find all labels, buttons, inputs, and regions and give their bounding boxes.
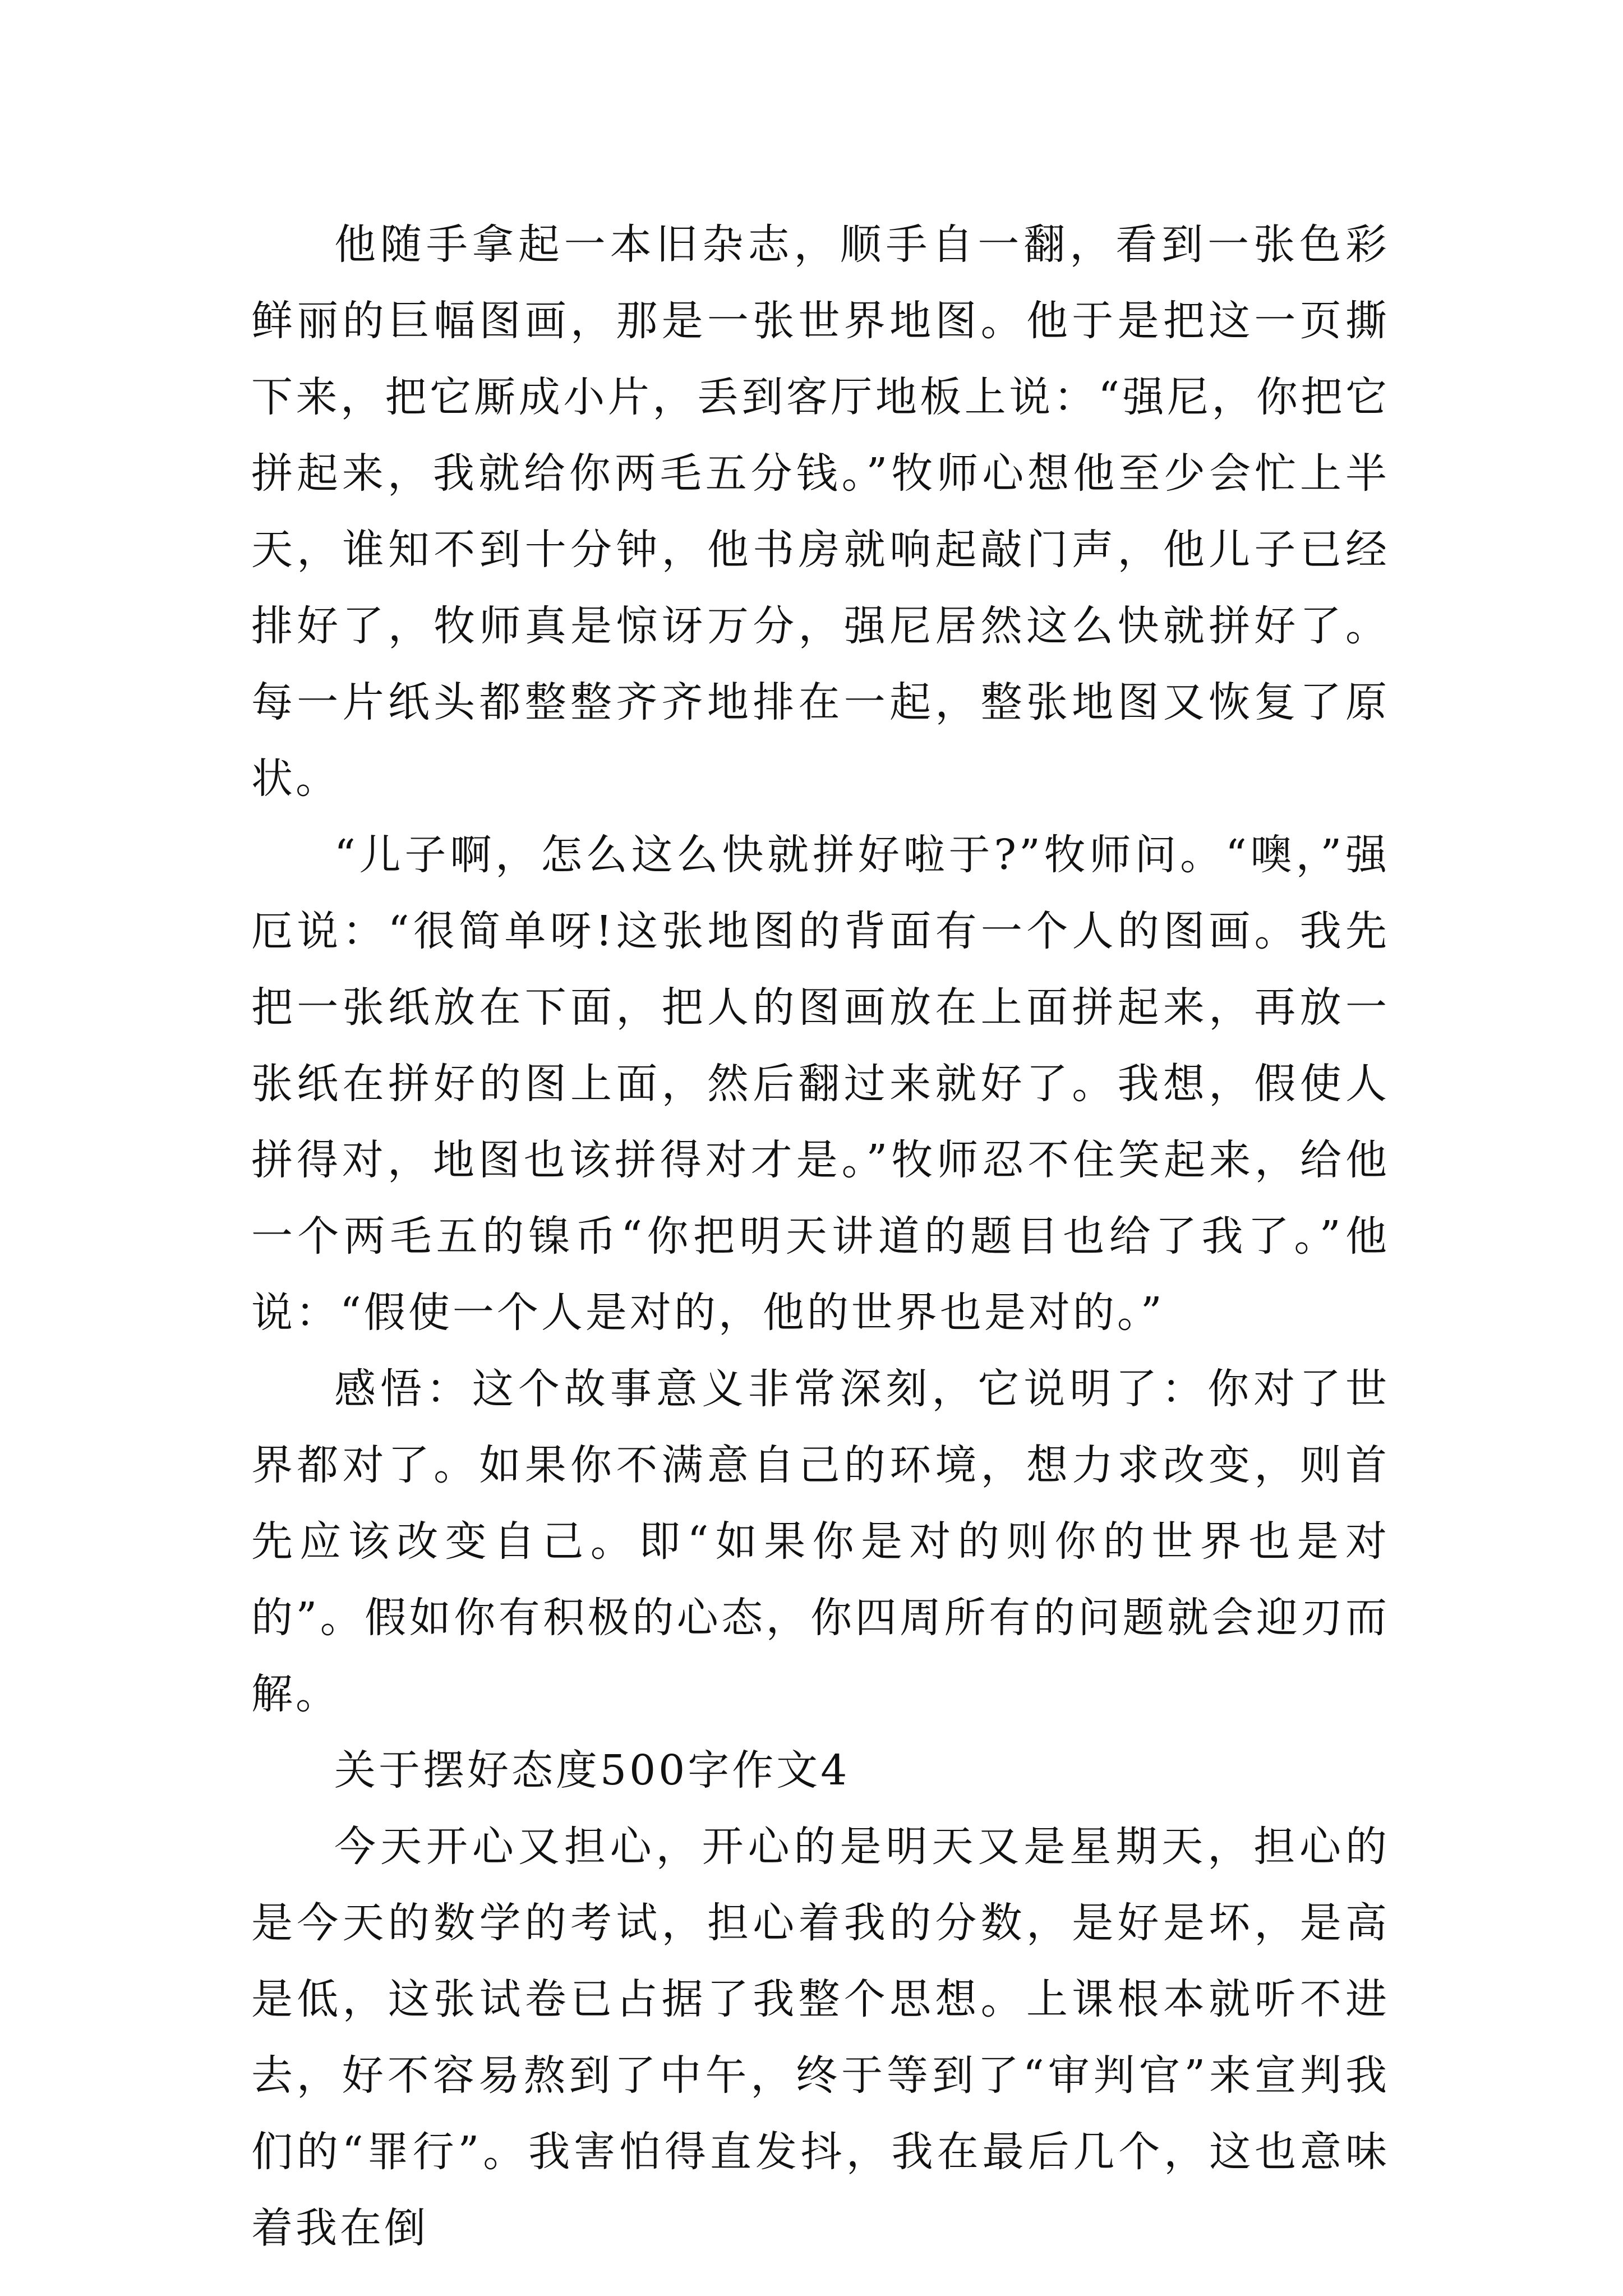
paragraph-reflection: 感悟：这个故事意义非常深刻，它说明了：你对了世界都对了。如果你不满意自己的环境，想力求改变，则首先应该改变自己。即“如果你是对的则你的世界也是对的”。假如你有积极的心态，你四周所有的问题就会迎刃而解。 <box>251 1365 1390 1718</box>
document-body <box>251 206 1390 2266</box>
paragraph-magazine-map: 他随手拿起一本旧杂志，顺手自一翻，看到一张色彩鲜丽的巨幅图画，那是一张世界地图。他于是把这一页撕下来，把它厮成小片，丢到客厅地板上说：“强尼，你把它拼起来，我就给你两毛五分钱。”牧师心想他至少会忙上半天，谁知不到十分钟，他书房就响起敲门声，他儿子已经排好了，牧师真是惊讶万分，强尼居然这么快就拼好了。每一片纸头都整整齐齐地排在一起，整张地图又恢复了原状。 <box>251 220 1390 803</box>
paragraph-math-exam: 今天开心又担心，开心的是明天又是星期天，担心的是今天的数学的考试，担心着我的分数，是好是坏，是高是低，这张试卷已占据了我整个思想。上课根本就听不进去，好不容易熬到了中午，终于等到了“审判官”来宣判我们的“罪行”。我害怕得直发抖，我在最后几个，这也意味着我在倒 <box>251 1823 1390 2252</box>
essay-heading: 关于摆好态度500字作文4 <box>334 1746 850 1795</box>
paragraph-son-explains: “儿子啊，怎么这么快就拼好啦于?”牧师问。“噢，”强厄说：“很简单呀!这张地图的背面有一个人的图画。我先把一张纸放在下面，把人的图画放在上面拼起来，再放一张纸在拼好的图上面，然后翻过来就好了。我想，假使人拼得对，地图也该拼得对才是。”牧师忍不住笑起来，给他一个两毛五的镍币“你把明天讲道的题目也给了我了。”他说：“假使一个人是对的，他的世界也是对的。” <box>251 831 1390 1337</box>
